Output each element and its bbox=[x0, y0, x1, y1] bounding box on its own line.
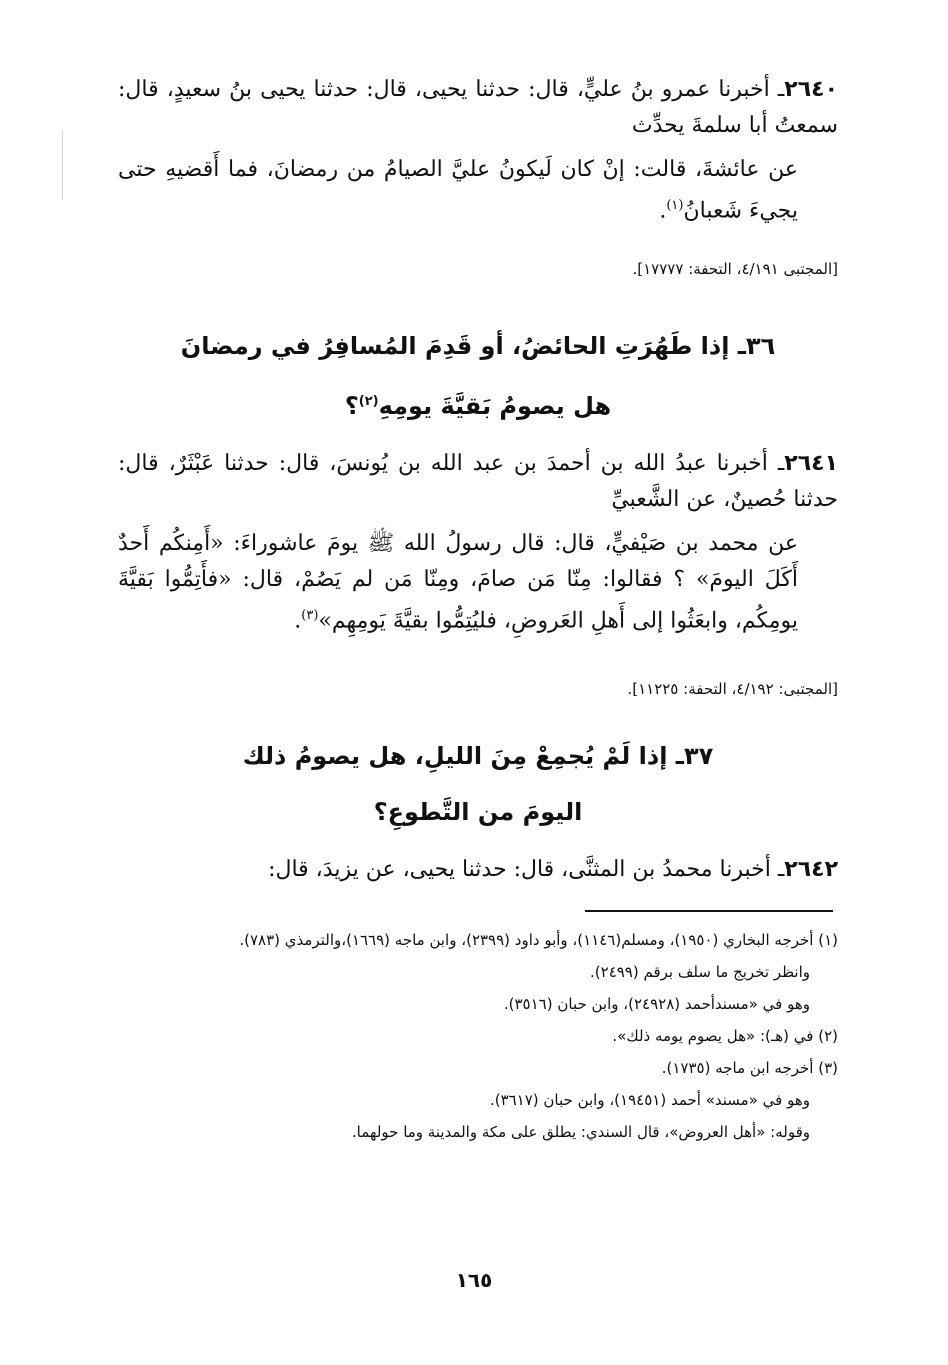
footnote-3: (٣) أخرجه ابن ماجه (١٧٣٥). bbox=[661, 1059, 838, 1077]
chapter-title-line1: ٣٧ـ إذا لَمْ يُجمِعْ مِنَ الليلِ، هل يصومُ ذلك bbox=[242, 742, 714, 770]
hadith-2642 bbox=[118, 852, 838, 888]
hadith-end: . bbox=[659, 198, 667, 224]
hadith-isnad: ـ أخبرنا عبدُ الله بن أحمدَ بن عبد الله بن يُونسَ، قال: حدثنا عَبْثَرٌ، قال: حدثنا حُصينٌ، عن الشَّعبيِّ bbox=[118, 451, 838, 512]
chapter-title-end: ؟ bbox=[344, 392, 359, 420]
page-number: ١٦٥ bbox=[455, 1268, 493, 1292]
hadith-2641-reference: [المجتبى: ٤/١٩٢، التحفة: ١١٢٢٥]. bbox=[627, 680, 838, 698]
hadith-number: ٢٦٤١ bbox=[784, 451, 838, 476]
chapter-title-line2: اليومَ من التَّطوعِ؟ bbox=[373, 798, 583, 826]
footnote-1: (١) أخرجه البخاري (١٩٥٠)، ومسلم(١١٤٦)، وأبو داود (٢٣٩٩)، وابن ماجه (١٦٦٩)،والترمذي (٧٨٣). bbox=[239, 931, 838, 949]
chapter-title-line1: ٣٦ـ إذا طَهُرَتِ الحائضُ، أو قَدِمَ المُسافِرُ في رمضانَ bbox=[180, 332, 776, 360]
hadith-isnad: ـ أخبرنا محمدُ بن المثنَّى، قال: حدثنا يحيى، عن يزيدَ، قال: bbox=[268, 857, 785, 882]
footnote-separator bbox=[585, 910, 833, 912]
hadith-2640-reference: [المجتبى ٤/١٩١، التحفة: ١٧٧٧٧]. bbox=[632, 260, 838, 278]
hadith-end: . bbox=[294, 608, 302, 634]
scan-margin-mark bbox=[62, 130, 63, 200]
footnote-marker: (٢) bbox=[358, 394, 379, 409]
footnote-3-explanation: وقوله: «أهل العروض»، قال السندي: يطلق على مكة والمدينة وما حولهما. bbox=[351, 1123, 810, 1141]
chapter-37-heading bbox=[118, 728, 838, 840]
hadith-2640 bbox=[118, 72, 838, 229]
hadith-number: ٢٦٤٢ bbox=[784, 857, 838, 882]
chapter-36-heading bbox=[118, 318, 838, 434]
footnotes bbox=[118, 924, 838, 1148]
chapter-title-line2 bbox=[118, 374, 838, 434]
footnote-2: (٢) في (هـ): «هل يصوم يومه ذلك». bbox=[612, 1027, 838, 1045]
hadith-matn: عن عائشةَ، قالت: إنْ كان لَيكونُ عليَّ الصيامُ من رمضانَ، فما أَقضيهِ حتى يجيءَ شَعبانُ bbox=[118, 157, 798, 224]
hadith-matn: عن محمد بن صَيْفيٍّ، قال: قال رسولُ الله ﷺ يومَ عاشوراءَ: «أَمِنكُم أَحدٌ أَكَلَ اليومَ» ؟ فقالوا: مِنّا مَن صامَ، ومِنّا مَن لم يَصُمْ، قال: «فأَتِمُّوا بَقيَّةَ يومِكُم، وابعَثُوا إلى أَهلِ العَروضِ، فليُتِمُّوا بقيَّةَ يَومِهِم» bbox=[118, 531, 798, 634]
footnote-1-see-also: وانظر تخريج ما سلف برقم (٢٤٩٩). bbox=[590, 963, 810, 981]
footnote-3-musnad: وهو في «مسند» أحمد (١٩٤٥١)، وابن حبان (٣٦١٧). bbox=[489, 1091, 810, 1109]
hadith-isnad-line1: ـ أخبرنا عمرو بنُ عليٍّ، قال: حدثنا يحيى، قال: حدثنا يحيى بنُ سعيدٍ، bbox=[166, 77, 785, 102]
hadith-isnad-line2: قال: سمعتُ أبا سلمةَ يحدِّث bbox=[118, 77, 838, 138]
footnote-marker: (٣) bbox=[301, 608, 319, 623]
hadith-number: ٢٦٤٠ bbox=[784, 77, 838, 102]
footnote-1-musnad: وهو في «مسندأحمد (٢٤٩٢٨)، وابن حبان (٣٥١٦). bbox=[503, 995, 810, 1013]
footnote-marker: (١) bbox=[666, 198, 684, 213]
hadith-2641 bbox=[118, 446, 838, 639]
chapter-title-text: هل يصومُ بَقيَّةَ يومِهِ bbox=[378, 392, 612, 420]
